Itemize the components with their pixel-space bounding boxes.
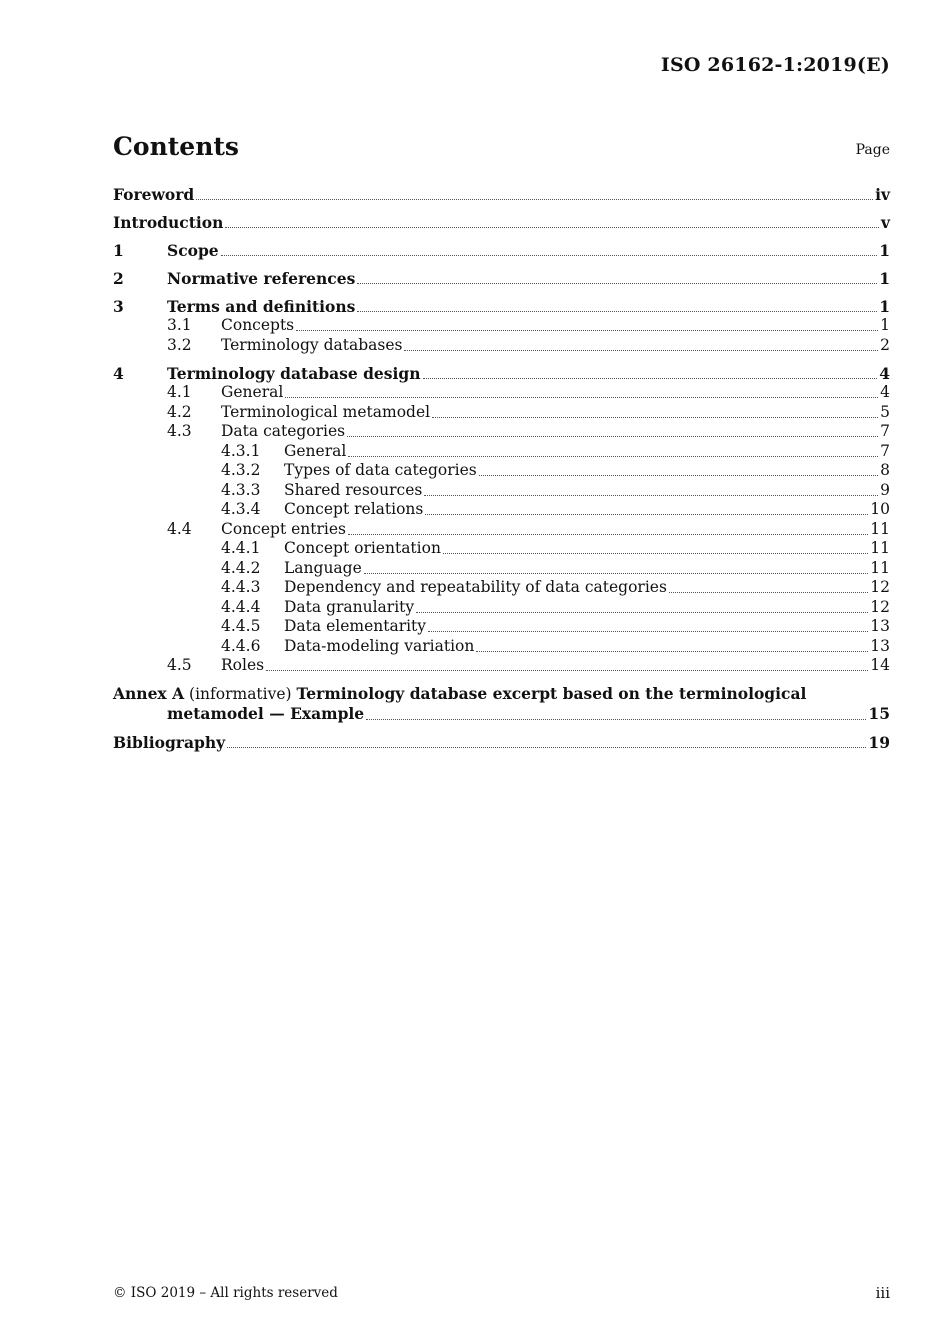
toc-page: 13 [870,617,890,635]
toc-entry-4-4-5[interactable] [113,617,890,637]
toc-title: Bibliography [113,732,226,752]
toc-number: 4.1 [167,383,192,401]
toc-page: 1 [880,316,890,334]
annex-title-line1: Terminology database excerpt based on the terminological [296,683,807,703]
toc-number: 4.3.2 [221,461,261,479]
dot-leader [285,396,878,398]
toc-title: Terminology databases [221,335,403,354]
toc-entry-terminology-database-design[interactable] [113,363,890,383]
document-id: ISO 26162-1:2019(E) [660,54,890,76]
toc-number: 4.4.1 [221,539,261,557]
dot-leader [196,198,873,200]
toc-page: iv [875,184,890,204]
contents-title: Contents [113,132,240,161]
toc-number: 4.3 [167,422,192,440]
toc-page: 7 [880,441,890,460]
table-of-contents [113,184,890,752]
toc-number: 4.4.2 [221,558,261,577]
toc-page: 13 [870,636,890,655]
toc-number: 4.4.6 [221,636,261,655]
toc-page: 1 [879,296,890,316]
dot-leader [225,226,879,228]
toc-number: 4.2 [167,402,192,421]
dot-leader [404,349,878,351]
toc-page: 1 [879,268,890,288]
toc-page: 9 [880,480,890,499]
toc-entry-4-4[interactable] [113,519,890,539]
toc-page: 11 [870,539,890,557]
dot-leader [221,254,878,256]
dot-leader [296,329,878,331]
toc-entry-annex-a[interactable] [113,684,890,724]
toc-page: 2 [880,335,890,354]
toc-title: Data categories [221,422,346,440]
toc-title: Concepts [221,316,295,334]
toc-title: Concept entries [221,519,346,538]
dot-leader [669,591,868,593]
toc-page: 19 [868,732,890,752]
toc-title: General [221,383,284,401]
toc-number: 4.4.3 [221,578,261,596]
toc-entry-normative-references[interactable] [113,268,890,288]
dot-leader [348,533,868,535]
toc-title: Concept orientation [284,539,441,557]
toc-number: 3.2 [167,335,192,354]
dot-leader [428,630,868,632]
toc-page: 1 [879,240,890,260]
toc-number: 3 [113,296,124,316]
dot-leader [432,416,878,418]
toc-page: 12 [870,597,890,616]
toc-page: 7 [880,422,890,440]
toc-number: 4.5 [167,656,192,674]
dot-leader [476,650,868,652]
toc-entry-3-2[interactable] [113,335,890,355]
toc-title: Normative references [167,268,356,288]
toc-entry-4-3-2[interactable] [113,461,890,481]
toc-number: 4.3.1 [221,441,261,460]
toc-title: Terms and definitions [167,296,356,316]
toc-title: Introduction [113,212,224,232]
toc-entry-4-3[interactable] [113,422,890,442]
dot-leader [443,552,868,554]
toc-number: 4.3.3 [221,480,261,499]
toc-entry-4-2[interactable] [113,402,890,422]
toc-page: 5 [880,402,890,421]
toc-title: Scope [167,240,219,260]
copyright-notice: © ISO 2019 – All rights reserved [113,1285,338,1301]
toc-number: 2 [113,268,124,288]
toc-entry-4-4-2[interactable] [113,558,890,578]
toc-title: Shared resources [284,480,423,499]
dot-leader [347,435,878,437]
annex-type: (informative) [189,684,292,703]
dot-leader [357,310,877,312]
toc-entry-terms-and-definitions[interactable] [113,296,890,316]
toc-title: Roles [221,656,265,674]
dot-leader [479,474,878,476]
dot-leader [423,377,878,379]
toc-entry-4-4-3[interactable] [113,578,890,598]
toc-title: Terminology database design [167,363,421,383]
toc-title: Foreword [113,184,195,204]
toc-number: 3.1 [167,316,192,334]
toc-page: 10 [870,500,890,518]
toc-title: Data granularity [284,597,415,616]
toc-title: Terminological metamodel [221,402,431,421]
toc-number: 4 [113,363,124,383]
toc-entry-bibliography[interactable] [113,732,890,752]
toc-entry-4-4-1[interactable] [113,539,890,559]
dot-leader [424,494,878,496]
page-column-label: Page [855,142,890,158]
toc-entry-4-3-1[interactable] [113,441,890,461]
dot-leader [266,669,868,671]
annex-label: Annex A [113,683,185,703]
toc-entry-4-3-4[interactable] [113,500,890,520]
toc-number: 4.4.5 [221,617,261,635]
toc-page: 12 [870,578,890,596]
dot-leader [366,718,866,720]
toc-title: Data-modeling variation [284,636,475,655]
toc-title: Data elementarity [284,617,427,635]
toc-entry-4-1[interactable] [113,383,890,403]
dot-leader [416,611,868,613]
dot-leader [357,282,877,284]
toc-page: 4 [879,363,890,383]
toc-title: Dependency and repeatability of data categories [284,578,667,596]
dot-leader [227,746,866,748]
toc-number: 4.4 [167,519,192,538]
toc-entry-4-5[interactable] [113,656,890,676]
toc-number: 4.4.4 [221,597,261,616]
dot-leader [364,572,869,574]
toc-entry-scope[interactable] [113,240,890,260]
toc-page: 8 [880,461,890,479]
toc-entry-4-4-4[interactable] [113,597,890,617]
annex-title-line2: metamodel — Example [167,703,365,723]
toc-page: 14 [870,656,890,674]
toc-entry-3-1[interactable] [113,316,890,336]
toc-page: 4 [880,383,890,401]
toc-entry-4-3-3[interactable] [113,480,890,500]
toc-page: 15 [868,703,890,723]
toc-title: Types of data categories [284,461,477,479]
toc-number: 1 [113,240,124,260]
toc-entry-foreword[interactable] [113,184,890,204]
dot-leader [348,455,878,457]
toc-page: 11 [870,558,890,577]
toc-title: Concept relations [284,500,424,518]
toc-entry-introduction[interactable] [113,212,890,232]
toc-number: 4.3.4 [221,500,261,518]
toc-page: v [880,212,890,232]
dot-leader [425,513,868,515]
toc-entry-4-4-6[interactable] [113,636,890,656]
toc-title: General [284,441,347,460]
toc-title: Language [284,558,362,577]
toc-page: 11 [870,519,890,538]
page-number: iii [875,1284,890,1302]
